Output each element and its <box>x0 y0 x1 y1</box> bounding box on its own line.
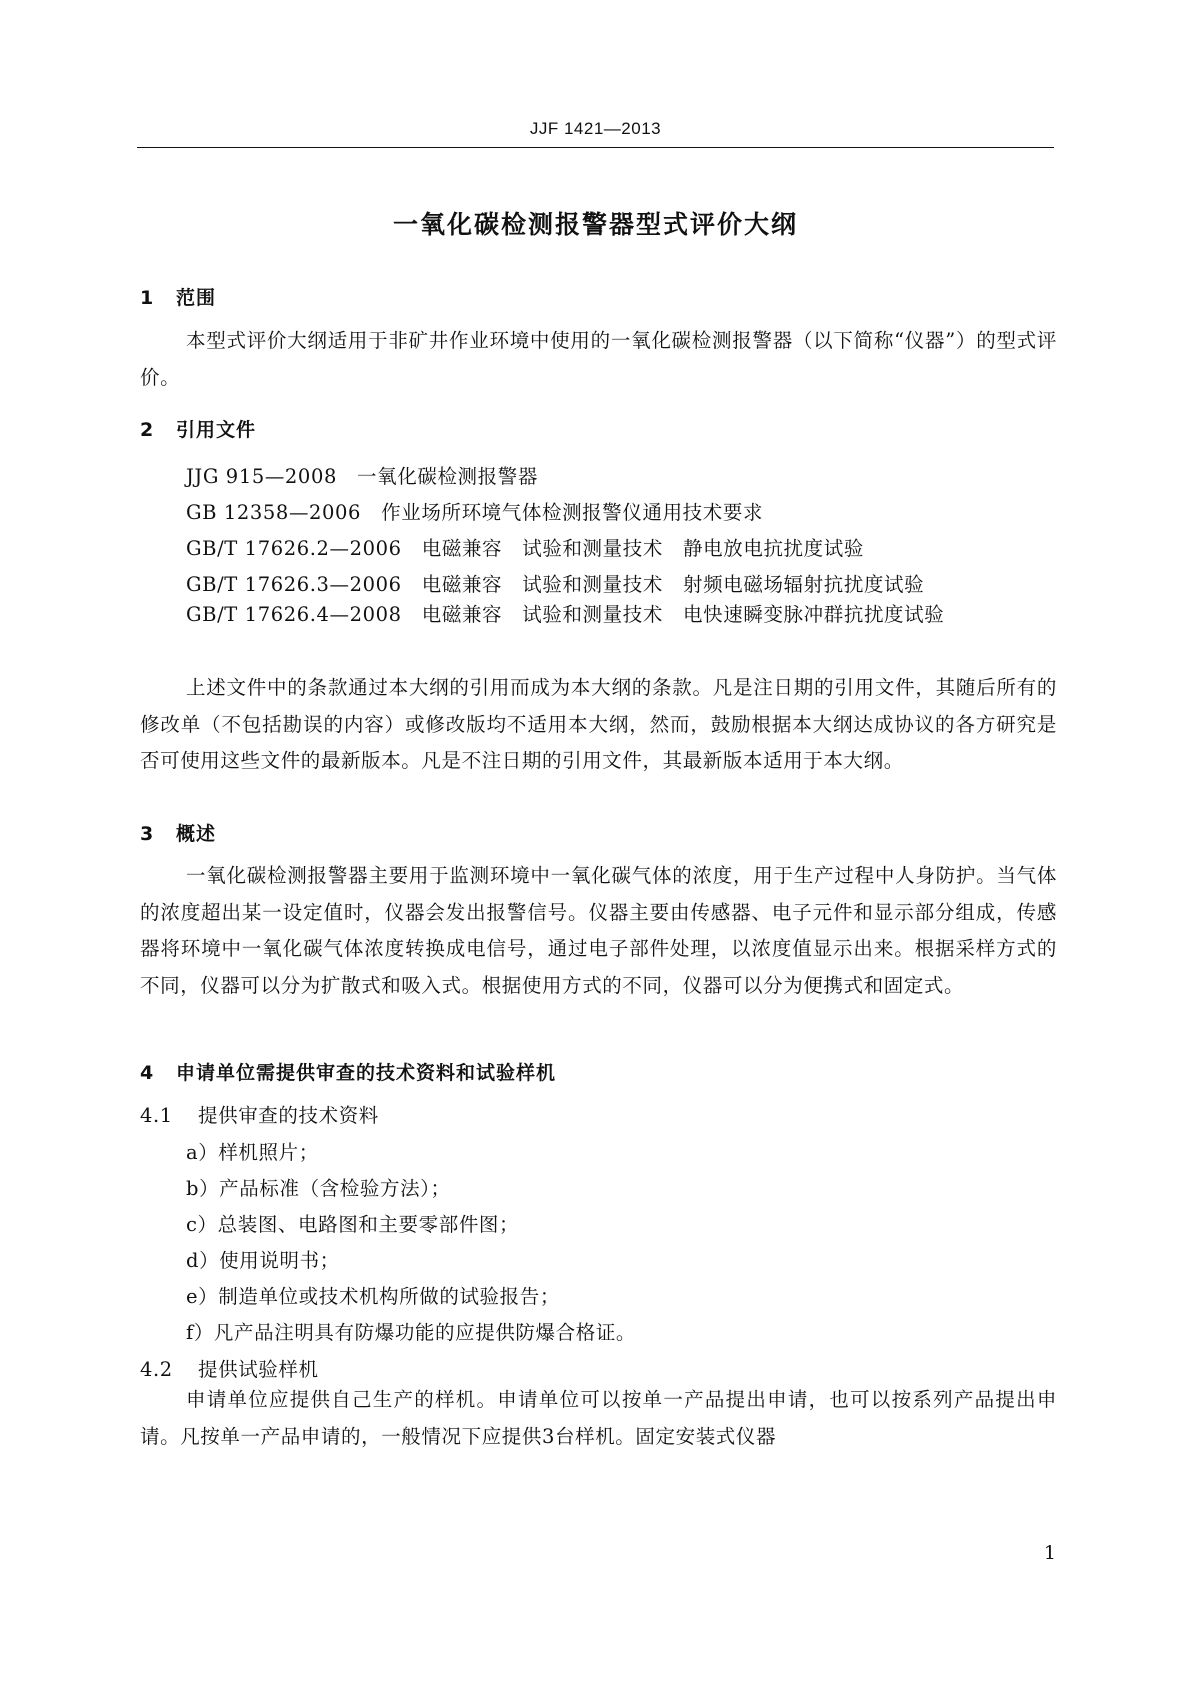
subsection-number: 4.1 <box>140 1104 173 1127</box>
list-item: a）样机照片； <box>186 1141 319 1164</box>
section-title: 范围 <box>176 287 217 309</box>
section-1-heading <box>140 283 216 310</box>
section-number: 1 <box>140 287 155 309</box>
section-number: 4 <box>140 1062 155 1084</box>
reference-item: GB/T 17626.4—2008 电磁兼容 试验和测量技术 电快速瞬变脉冲群抗扰度试验 <box>186 603 945 626</box>
section-title: 概述 <box>176 823 217 845</box>
section-1-text: 本型式评价大纲适用于非矿井作业环境中使用的一氧化碳检测报警器（以下简称“仪器”）的型式评价。 <box>140 329 1057 389</box>
subsection-title: 提供审查的技术资料 <box>198 1104 379 1127</box>
section-2-note: 上述文件中的条款通过本大纲的引用而成为本大纲的条款。凡是注日期的引用文件，其随后所有的修改单（不包括勘误的内容）或修改版均不适用本大纲，然而，鼓励根据本大纲达成协议的各方研究是否可使用这些文件的最新版本。凡是不注日期的引用文件，其最新版本适用于本大纲。 <box>140 676 1057 772</box>
reference-item: GB/T 17626.2—2006 电磁兼容 试验和测量技术 静电放电抗扰度试验 <box>186 537 864 560</box>
document-title: 一氧化碳检测报警器型式评价大纲 <box>392 210 798 239</box>
subsection-4-2-heading <box>140 1354 319 1382</box>
list-item: d）使用说明书； <box>186 1249 340 1272</box>
subsection-number: 4.2 <box>140 1358 173 1381</box>
section-number: 3 <box>140 823 155 845</box>
header-rule <box>137 147 1054 148</box>
list-item: f）凡产品注明具有防爆功能的应提供防爆合格证。 <box>186 1321 637 1344</box>
list-item: c）总装图、电路图和主要零部件图； <box>186 1213 520 1236</box>
list-item: e）制造单位或技术机构所做的试验报告； <box>186 1285 560 1308</box>
subsection-4-2-text: 申请单位应提供自己生产的样机。申请单位可以按单一产品提出申请，也可以按系列产品提出申请。凡按单一产品申请的，一般情况下应提供3台样机。固定安装式仪器 <box>140 1388 1057 1448</box>
reference-item: JJG 915—2008 一氧化碳检测报警器 <box>186 465 538 488</box>
list-item: b）产品标准（含检验方法）； <box>186 1177 451 1200</box>
standard-code-header: JJF 1421—2013 <box>529 119 662 138</box>
reference-item: GB/T 17626.3—2006 电磁兼容 试验和测量技术 射频电磁场辐射抗扰度试验 <box>186 573 925 596</box>
subsection-4-1-heading <box>140 1100 379 1128</box>
section-title: 申请单位需提供审查的技术资料和试验样机 <box>176 1062 557 1084</box>
section-2-heading <box>140 415 256 442</box>
reference-item: GB 12358—2006 作业场所环境气体检测报警仪通用技术要求 <box>186 501 764 524</box>
page-number: 1 <box>1043 1542 1056 1564</box>
subsection-title: 提供试验样机 <box>198 1358 319 1381</box>
section-3-heading <box>140 819 216 846</box>
section-3-text: 一氧化碳检测报警器主要用于监测环境中一氧化碳气体的浓度，用于生产过程中人身防护。当气体的浓度超出某一设定值时，仪器会发出报警信号。仪器主要由传感器、电子元件和显示部分组成，传感器将环境中一氧化碳气体浓度转换成电信号，通过电子部件处理，以浓度值显示出来。根据采样方式的不同，仪器可以分为扩散式和吸入式。根据使用方式的不同，仪器可以分为便携式和固定式。 <box>140 864 1057 997</box>
section-number: 2 <box>140 419 155 441</box>
section-title: 引用文件 <box>176 419 257 441</box>
section-4-heading <box>140 1058 556 1085</box>
